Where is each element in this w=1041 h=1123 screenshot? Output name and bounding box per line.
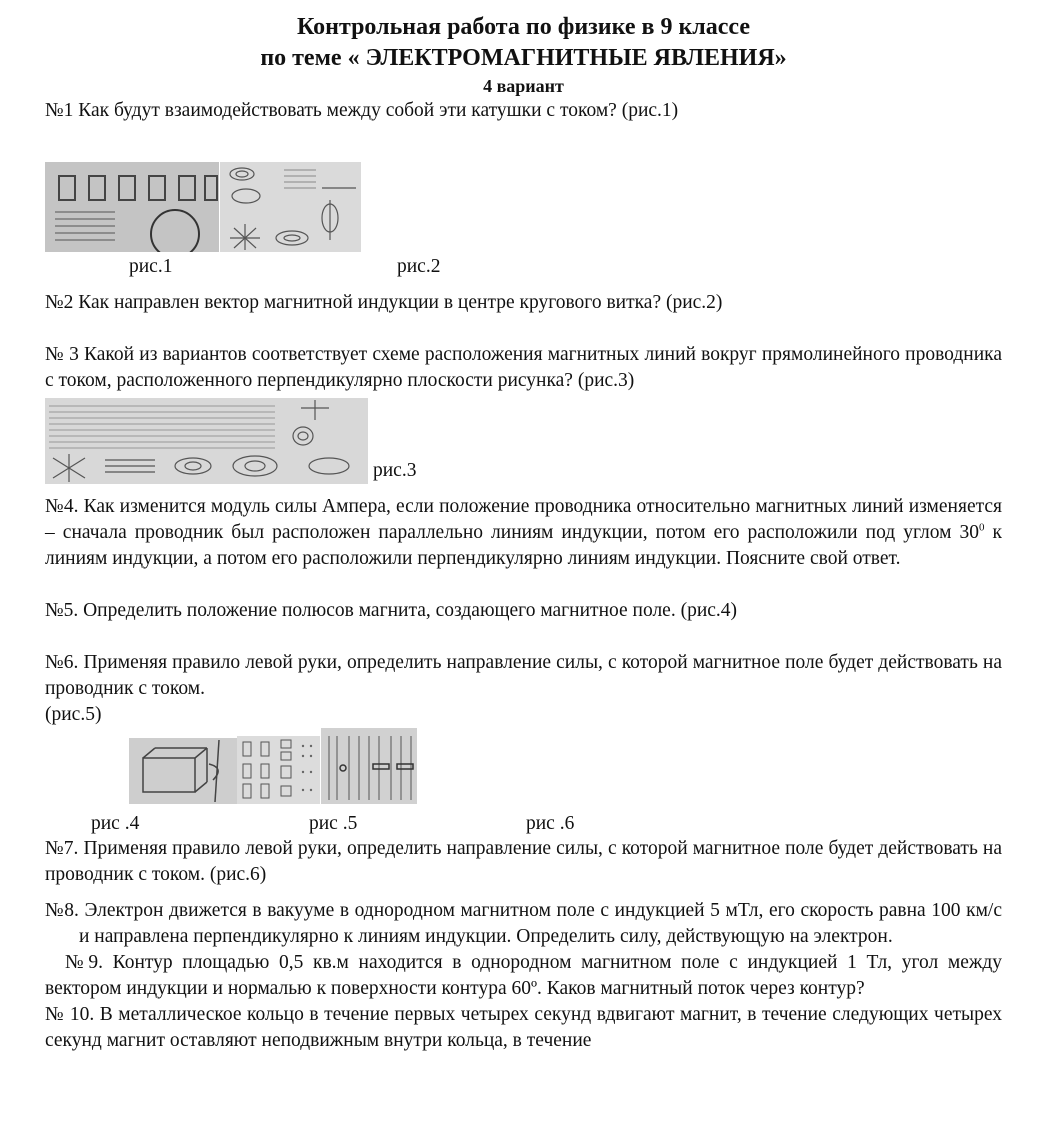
figure-row-1-2 <box>45 124 1002 290</box>
question-4-part-1: №4. Как изменится модуль силы Ампера, если положение проводника относительно магнитных линий изменяется – сначала проводник был расположен параллельно линиям индукции, потом его расположили под углом 30 <box>45 496 1002 543</box>
figure-3-image <box>45 398 368 484</box>
question-3: № 3 Какой из вариантов соответствует схеме расположения магнитных линий вокруг прямолинейного проводника с током, расположенного перпендикулярно плоскости рисунка? (рис.3) <box>45 344 1002 391</box>
question-10: № 10. В металлическое кольцо в течение первых четырех секунд вдвигают магнит, в течение следующих четырех секунд магнит оставляют неподвижным внутри кольца, в течение <box>45 1004 1002 1051</box>
question-2: №2 Как направлен вектор магнитной индукции в центре кругового витка? (рис.2) <box>45 292 723 313</box>
figure-1-caption: рис.1 <box>129 256 173 277</box>
figure-2-caption: рис.2 <box>397 256 441 277</box>
figure-5-caption: рис .5 <box>309 813 358 834</box>
question-7: №7. Применяя правило левой руки, определить направление силы, с которой магнитное поле будет действовать на проводник с током. (рис.6) <box>45 838 1002 885</box>
figure-row-4-5-6 <box>45 728 1002 836</box>
question-5: №5. Определить положение полюсов магнита, создающего магнитное поле. (рис.4) <box>45 600 738 621</box>
question-4-part-2: к линиям индукции, а потом его расположили перпендикулярно линиям индукции. Поясните свой ответ. <box>45 522 1002 569</box>
variant-label: 4 вариант <box>483 76 564 96</box>
figure-1-image <box>45 162 219 252</box>
figure-5-image <box>237 736 320 804</box>
question-8: №8. Электрон движется в вакууме в однородном магнитном поле с индукцией 5 мТл, его скорость равна 100 км/с и направлена перпендикулярно к линиям индукции. Определить силу, действующую на электрон. <box>45 900 1002 947</box>
question-6: №6. Применяя правило левой руки, определить направление силы, с которой магнитное поле будет действовать на проводник с током. <box>45 652 1002 699</box>
figure-2-image <box>220 162 361 252</box>
worksheet-page <box>45 12 1002 1054</box>
question-1: №1 Как будут взаимодействовать между собой эти катушки с током? (рис.1) <box>45 100 679 121</box>
figure-4-caption: рис .4 <box>91 813 140 834</box>
question-4 <box>45 494 1002 572</box>
figure-3-caption: рис.3 <box>373 460 417 481</box>
figure-6-caption: рис .6 <box>526 813 575 834</box>
figure-row-3 <box>45 394 1002 494</box>
title-line-2: по теме « ЭЛЕКТРОМАГНИТНЫЕ ЯВЛЕНИЯ» <box>260 45 787 71</box>
degree-superscript: 0 <box>978 521 985 534</box>
title-line-1: Контрольная работа по физике в 9 классе <box>296 14 751 40</box>
question-6-figure-ref: (рис.5) <box>45 704 102 725</box>
figure-6-image <box>321 728 417 804</box>
question-9: №9. Контур площадью 0,5 кв.м находится в однородном магнитном поле с индукцией 1 Тл, угол между вектором индукции и нормалью к поверхности контура 60º. Каков магнитный поток через контур? <box>45 952 1002 999</box>
figure-4-image <box>129 738 237 804</box>
